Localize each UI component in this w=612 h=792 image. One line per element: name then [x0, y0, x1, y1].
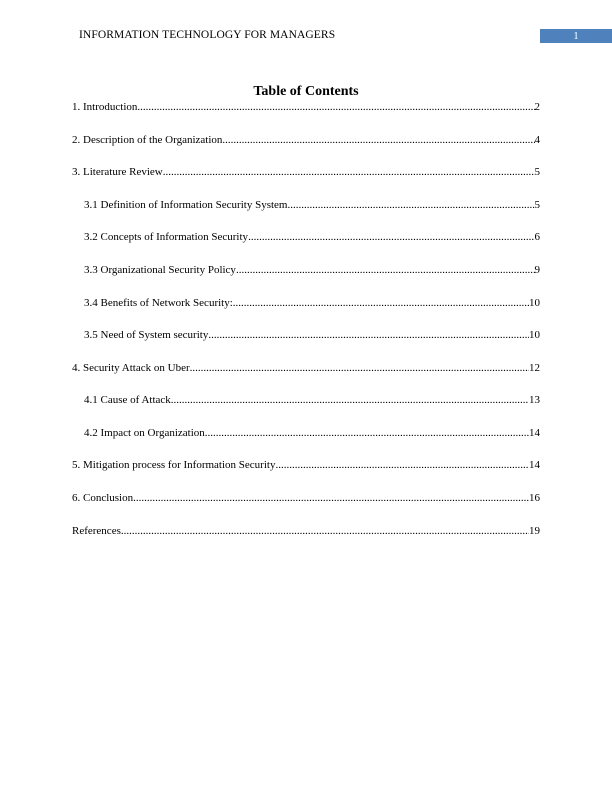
- toc-entry-literature-review[interactable]: [72, 166, 540, 179]
- toc-entry-page: 10: [529, 297, 540, 309]
- toc-entry-introduction[interactable]: [72, 101, 540, 114]
- toc-dot-leader: [163, 166, 535, 179]
- toc-entry-label: 3.4 Benefits of Network Security:: [84, 297, 233, 309]
- toc-entry-conclusion[interactable]: [72, 492, 540, 505]
- toc-entry-page: 2: [534, 101, 540, 113]
- toc-dot-leader: [248, 231, 534, 244]
- toc-entry-page: 9: [534, 264, 540, 276]
- toc-entry-page: 4: [534, 134, 540, 146]
- toc-dot-leader: [236, 264, 535, 277]
- toc-entry-page: 12: [529, 362, 540, 374]
- toc-entry-page: 14: [529, 459, 540, 471]
- toc-entry-page: 14: [529, 427, 540, 439]
- toc-entry-label: 6. Conclusion: [72, 492, 134, 504]
- toc-entry-mitigation-process[interactable]: [72, 459, 540, 472]
- toc-dot-leader: [275, 459, 529, 472]
- toc-dot-leader: [171, 394, 529, 407]
- toc-dot-leader: [137, 101, 534, 114]
- toc-entry-label: 3. Literature Review: [72, 166, 163, 178]
- toc-dot-leader: [287, 199, 534, 212]
- toc-entry-label: 5. Mitigation process for Information Security: [72, 459, 276, 471]
- toc-entry-description-of-organization[interactable]: [72, 134, 540, 147]
- running-header-title: INFORMATION TECHNOLOGY FOR MANAGERS: [79, 29, 336, 41]
- toc-entry-label: References: [72, 525, 121, 537]
- toc-entry-security-attack-on-uber[interactable]: [72, 362, 540, 375]
- toc-entry-label: 4.1 Cause of Attack: [84, 394, 171, 406]
- toc-entry-references[interactable]: [72, 525, 540, 538]
- toc-entry-benefits-of-network-security[interactable]: [84, 297, 540, 310]
- toc-entry-label: 2. Description of the Organization: [72, 134, 223, 146]
- toc-title: Table of Contents: [253, 84, 359, 99]
- toc-entry-label: 3.1 Definition of Information Security System: [84, 199, 288, 211]
- toc-dot-leader: [205, 427, 529, 440]
- toc-dot-leader: [208, 329, 529, 342]
- toc-dot-leader: [233, 297, 529, 310]
- toc-entry-page: 10: [529, 329, 540, 341]
- toc-entry-label: 1. Introduction: [72, 101, 138, 113]
- toc-entry-label: 3.2 Concepts of Information Security: [84, 231, 249, 243]
- toc-dot-leader: [222, 134, 534, 147]
- toc-entry-page: 5: [534, 166, 540, 178]
- toc-dot-leader: [190, 362, 529, 375]
- toc-entry-need-of-system-security[interactable]: [84, 329, 540, 342]
- toc-entry-definition-of-infosec-system[interactable]: [84, 199, 540, 212]
- toc-dot-leader: [133, 492, 529, 505]
- toc-dot-leader: [121, 525, 529, 538]
- toc-entry-page: 16: [529, 492, 540, 504]
- toc-entry-label: 3.3 Organizational Security Policy: [84, 264, 236, 276]
- toc-entry-impact-on-organization[interactable]: [84, 427, 540, 440]
- toc-entry-concepts-of-infosec[interactable]: [84, 231, 540, 244]
- toc-entry-cause-of-attack[interactable]: [84, 394, 540, 407]
- toc-entry-organizational-security-policy[interactable]: [84, 264, 540, 277]
- toc-entry-page: 6: [534, 231, 540, 243]
- page-number: 1: [540, 29, 612, 43]
- toc-entry-label: 4. Security Attack on Uber: [72, 362, 190, 374]
- toc-entry-label: 3.5 Need of System security: [84, 329, 209, 341]
- toc-entry-label: 4.2 Impact on Organization: [84, 427, 205, 439]
- toc-entry-page: 19: [529, 525, 540, 537]
- toc-entry-page: 5: [534, 199, 540, 211]
- toc-entry-page: 13: [529, 394, 540, 406]
